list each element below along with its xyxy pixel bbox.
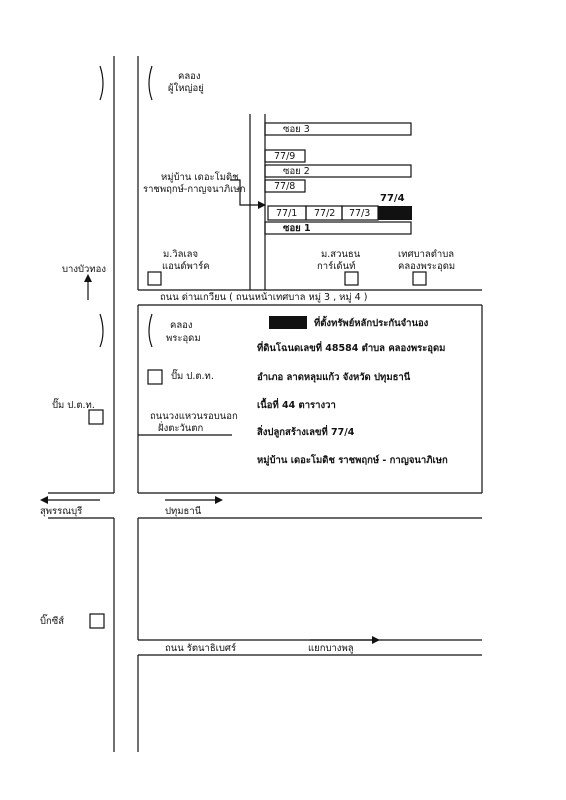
plot-77-2-label: 77/2 [314,208,336,219]
canal-top-bracket-left [100,66,103,100]
canal-top-label-1: คลอง [178,71,201,82]
gas-station-mid-square [148,370,162,384]
municipality-label-2: คลองพระอุดม [398,261,456,272]
plot-77-9-label: 77/9 [274,151,296,162]
plot-77-8-label: 77/8 [274,181,296,192]
info-village: หมู่บ้าน เดอะโมดิช ราชพฤกษ์ - กาญจนาภิเษก [257,455,448,466]
pathum-thani-arrow-head [215,496,223,504]
plot-77-3-label: 77/3 [349,208,371,219]
municipality-label-1: เทศบาลตำบล [398,249,455,260]
pathum-thani-label: ปทุมธานี [165,506,202,517]
village-mid-label-1: ม.สวนธน [321,249,361,260]
subject-plot-77-4 [378,206,412,220]
village-mid-square [345,272,358,285]
legend-swatch [269,316,307,329]
info-deed: ที่ดินโฉนดเลขที่ 48584 ตำบล คลองพระอุดม [257,343,446,354]
village-left-label-1: ม.วิลเลจ [163,249,199,260]
rattana-road-label: ถนน รัตนาธิเบศร์ [165,643,237,654]
bang-phlu-label: แยกบางพลู [308,643,354,654]
big-c-square [90,614,104,628]
ring-road-label-1: ถนนวงแหวนรอบนอก [150,411,238,422]
bang-phlu-arrow-head [372,636,380,644]
canal-top-label-2: ผู้ใหญ่อยู่ [168,83,204,94]
canal-top-bracket-right [149,66,152,100]
village-left-square [148,272,161,285]
info-area: เนื้อที่ 44 ตารางวา [257,400,336,411]
north-arrow-head [84,274,92,282]
gas-station-left-square [89,410,103,424]
main-road-label: ถนน ด่านเกวียน ( ถนนหน้าเทศบาล หมู่ 3 , หมู่ 4 ) [160,292,368,303]
soi2-label: ซอย 2 [283,166,310,177]
suphanburi-label: สุพรรณบุรี [40,506,83,517]
plot-77-4-label: 77/4 [380,193,405,204]
gas-station-mid-label: ปั๊ม ป.ต.ท. [171,371,214,382]
legend-text: ที่ตั้งทรัพย์หลักประกันจำนอง [314,318,429,329]
big-c-label: บิ๊กซีส์ [40,616,65,627]
canal-mid-label-1: คลอง [170,320,193,331]
info-building: สิ่งปลูกสร้างเลขที่ 77/4 [257,427,355,438]
village-mid-label-2: การ์เด้นท์ [317,261,356,272]
village-callout-2: ราชพฤกษ์-กาญจนาภิเษก [143,184,246,195]
village-left-label-2: แอนด์พาร์ค [162,261,210,272]
canal-mid-bracket-left [100,314,103,347]
info-district: อำเภอ ลาดหลุมแก้ว จังหวัด ปทุมธานี [257,372,411,383]
bang-bua-thong-label: บางบัวทอง [62,264,106,275]
gas-station-left-label: ปั๊ม ป.ต.ท. [52,400,95,411]
soi1-label: ซอย 1 [283,223,311,234]
soi3-label: ซอย 3 [283,124,310,135]
plot-77-1-label: 77/1 [276,208,298,219]
canal-mid-label-2: พระอุดม [166,333,201,344]
suphanburi-arrow-head [40,496,48,504]
ring-road-label-2: ฝั่งตะวันตก [158,423,204,434]
municipality-square [413,272,426,285]
canal-mid-bracket-right [149,314,152,347]
village-callout-1: หมู่บ้าน เดอะโมดิช [161,172,239,183]
